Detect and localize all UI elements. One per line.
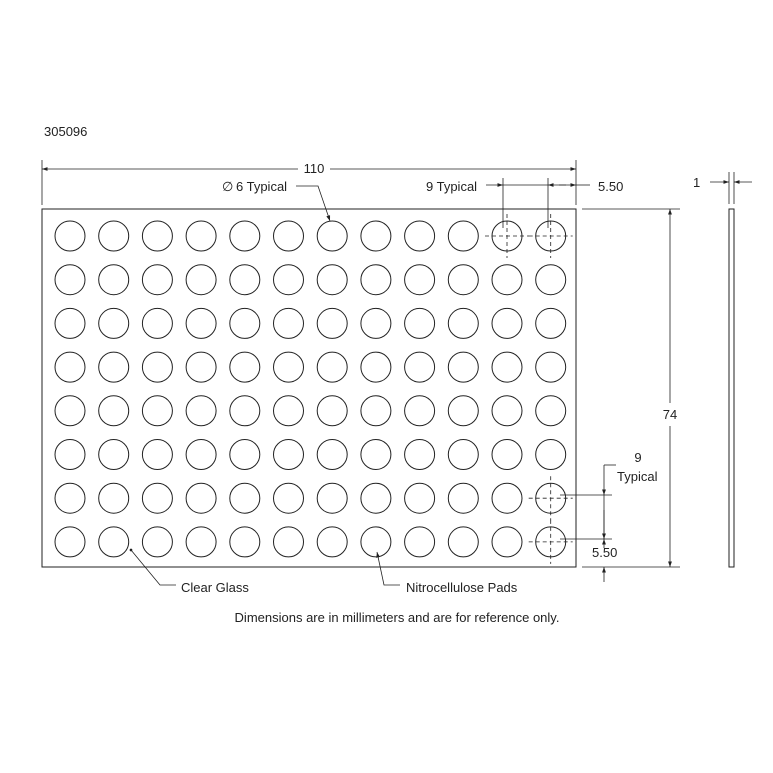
part-number: 305096: [44, 124, 88, 139]
nitrocellulose-pad: [274, 308, 304, 338]
reference-note: Dimensions are in millimeters and are for reference only.: [234, 610, 560, 625]
nitrocellulose-pad: [536, 396, 566, 426]
nitrocellulose-pad: [492, 308, 522, 338]
nitrocellulose-pad: [142, 527, 172, 557]
nitrocellulose-pad: [361, 440, 391, 470]
nitrocellulose-pad: [492, 265, 522, 295]
nitrocellulose-pad: [361, 265, 391, 295]
pad-diameter-leader: [296, 186, 330, 221]
nitrocellulose-pad: [405, 396, 435, 426]
nitrocellulose-pad: [361, 527, 391, 557]
nitrocellulose-pad: [230, 483, 260, 513]
nitrocellulose-pad: [317, 352, 347, 382]
v-pitch-label: Typical: [617, 469, 658, 484]
nitrocellulose-pad: [186, 308, 216, 338]
pads-leader: [377, 552, 400, 585]
slide-outline: [42, 209, 576, 567]
h-pitch-label: 9 Typical: [426, 179, 478, 194]
nitrocellulose-pad: [230, 527, 260, 557]
nitrocellulose-pad: [361, 483, 391, 513]
nitrocellulose-pad: [317, 308, 347, 338]
nitrocellulose-pad: [230, 396, 260, 426]
nitrocellulose-pad: [317, 483, 347, 513]
nitrocellulose-pad: [230, 221, 260, 251]
nitrocellulose-pad: [186, 440, 216, 470]
nitrocellulose-pad: [99, 221, 129, 251]
thickness-label: 1: [693, 175, 701, 190]
nitrocellulose-pad: [405, 308, 435, 338]
nitrocellulose-pad: [536, 308, 566, 338]
nitrocellulose-pad: [99, 308, 129, 338]
nitrocellulose-pad: [99, 483, 129, 513]
nitrocellulose-pad: [230, 352, 260, 382]
nitrocellulose-pad: [142, 440, 172, 470]
h-pitch-dimension: [486, 178, 590, 228]
nitrocellulose-pad: [317, 440, 347, 470]
nitrocellulose-pad: [405, 352, 435, 382]
nitrocellulose-pad: [536, 265, 566, 295]
nitrocellulose-pad: [230, 308, 260, 338]
height-label: 74: [662, 407, 678, 422]
nitrocellulose-pad: [405, 527, 435, 557]
nitrocellulose-pad: [274, 527, 304, 557]
nitrocellulose-pad: [448, 527, 478, 557]
nitrocellulose-pad: [361, 221, 391, 251]
pads-label: Nitrocellulose Pads: [406, 580, 518, 595]
nitrocellulose-pad: [230, 265, 260, 295]
nitrocellulose-pad: [274, 440, 304, 470]
nitrocellulose-pad: [405, 221, 435, 251]
v-pitch-dimension: [560, 465, 616, 582]
nitrocellulose-pad: [55, 265, 85, 295]
nitrocellulose-pad: [492, 483, 522, 513]
nitrocellulose-pad: [99, 265, 129, 295]
nitrocellulose-pad: [492, 396, 522, 426]
nitrocellulose-pad: [536, 352, 566, 382]
nitrocellulose-pad: [55, 440, 85, 470]
nitrocellulose-pad: [186, 483, 216, 513]
nitrocellulose-pad: [492, 440, 522, 470]
pad-grid: [55, 221, 566, 557]
pad-diameter-label: 6 Typical: [236, 179, 288, 194]
nitrocellulose-pad: [448, 352, 478, 382]
nitrocellulose-pad: [142, 308, 172, 338]
pad-centerlines: [485, 214, 573, 564]
nitrocellulose-pad: [274, 221, 304, 251]
nitrocellulose-pad: [186, 527, 216, 557]
nitrocellulose-pad: [142, 396, 172, 426]
nitrocellulose-pad: [142, 483, 172, 513]
v-pitch-value: 9: [634, 450, 642, 465]
nitrocellulose-pad: [142, 352, 172, 382]
nitrocellulose-pad: [317, 527, 347, 557]
nitrocellulose-pad: [317, 396, 347, 426]
nitrocellulose-pad: [186, 352, 216, 382]
nitrocellulose-pad: [142, 265, 172, 295]
nitrocellulose-pad: [99, 527, 129, 557]
nitrocellulose-pad: [405, 440, 435, 470]
width-label: 110: [303, 161, 325, 176]
nitrocellulose-pad: [536, 440, 566, 470]
diameter-symbol: ∅: [222, 179, 234, 194]
nitrocellulose-pad: [448, 308, 478, 338]
nitrocellulose-pad: [55, 221, 85, 251]
nitrocellulose-pad: [274, 265, 304, 295]
nitrocellulose-pad: [274, 396, 304, 426]
nitrocellulose-pad: [99, 440, 129, 470]
nitrocellulose-pad: [405, 265, 435, 295]
nitrocellulose-pad: [317, 265, 347, 295]
nitrocellulose-pad: [55, 527, 85, 557]
nitrocellulose-pad: [448, 265, 478, 295]
nitrocellulose-pad: [274, 352, 304, 382]
nitrocellulose-pad: [492, 527, 522, 557]
nitrocellulose-pad: [361, 308, 391, 338]
nitrocellulose-pad: [55, 483, 85, 513]
v-edge-label: 5.50: [592, 545, 618, 560]
nitrocellulose-pad: [317, 221, 347, 251]
nitrocellulose-pad: [448, 440, 478, 470]
thickness-dimension: [710, 172, 752, 204]
height-dimension: [582, 209, 680, 567]
nitrocellulose-pad: [448, 221, 478, 251]
nitrocellulose-pad: [274, 483, 304, 513]
nitrocellulose-pad: [186, 221, 216, 251]
nitrocellulose-pad: [405, 483, 435, 513]
clear-glass-label: Clear Glass: [181, 580, 249, 595]
nitrocellulose-pad: [448, 483, 478, 513]
nitrocellulose-pad: [186, 265, 216, 295]
nitrocellulose-pad: [55, 396, 85, 426]
nitrocellulose-pad: [230, 440, 260, 470]
slide-side-view: [729, 209, 734, 567]
nitrocellulose-pad: [361, 396, 391, 426]
nitrocellulose-pad: [492, 352, 522, 382]
nitrocellulose-pad: [142, 221, 172, 251]
nitrocellulose-pad: [55, 352, 85, 382]
nitrocellulose-pad: [55, 308, 85, 338]
nitrocellulose-pad: [361, 352, 391, 382]
nitrocellulose-pad: [99, 396, 129, 426]
nitrocellulose-pad: [186, 396, 216, 426]
nitrocellulose-pad: [99, 352, 129, 382]
nitrocellulose-pad: [448, 396, 478, 426]
h-edge-label: 5.50: [598, 179, 624, 194]
